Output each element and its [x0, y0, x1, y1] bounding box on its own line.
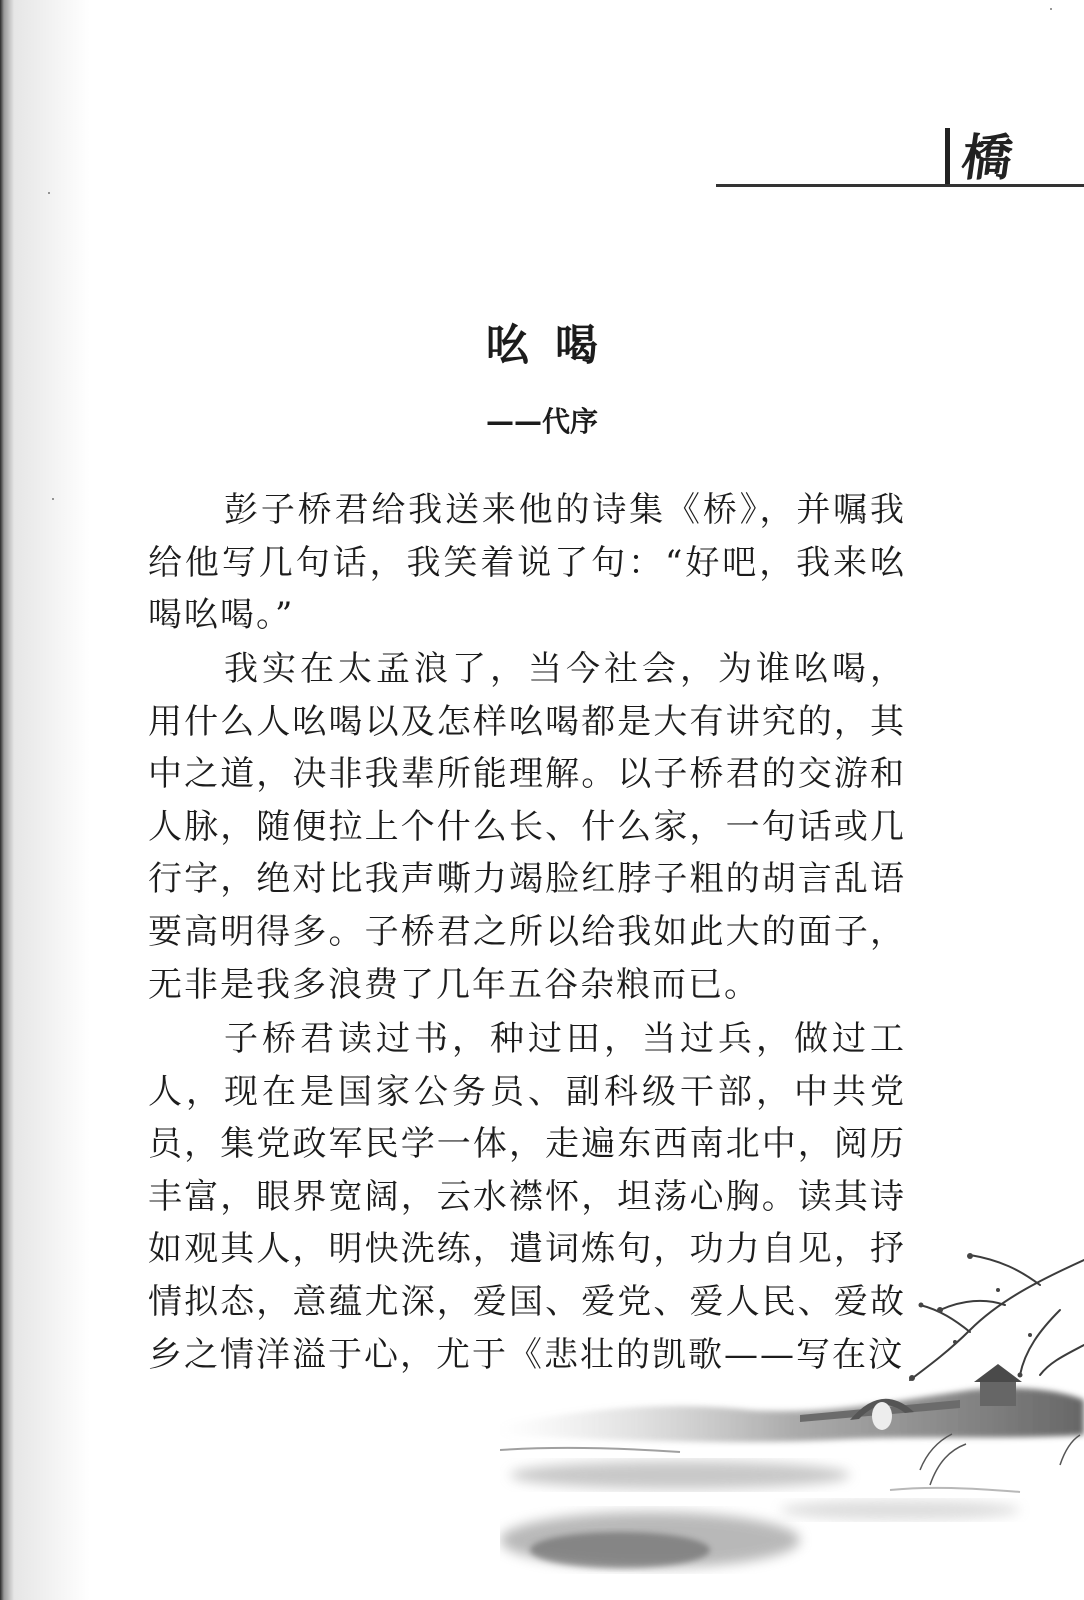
chapter-title: 吆喝 — [486, 321, 624, 371]
body-paragraph-2: 我实在太孟浪了，当今社会，为谁吆喝，用什么人吆喝以及怎样吆喝都是大有讲究的，其中之道，决非我辈所能理解。以子桥君的交游和人脉，随便拉上个什么长、什么家，一句话或几行字，绝对比我声嘶力竭脸红脖子粗的胡言乱语要高明得多。子桥君之所以给我如此大的面子，无非是我多浪费了几年五谷杂粮而已。 — [148, 649, 906, 1005]
scan-speck — [52, 498, 54, 500]
scan-speck — [1050, 8, 1052, 10]
header-book-mark: 橋 — [957, 129, 1017, 187]
header-vertical-bar — [945, 128, 950, 186]
chapter-subtitle: ——代序 — [485, 405, 598, 438]
scan-edge-shadow — [0, 0, 90, 1600]
scan-speck — [48, 192, 50, 194]
header-rule — [716, 184, 1084, 187]
body-paragraph-1: 彭子桥君给我送来他的诗集《桥》，并嘱我给他写几句话，我笑着说了句：“好吧，我来吆喝吆喝。” — [148, 490, 906, 636]
ink-landscape-illustration — [500, 1250, 1084, 1600]
body-paragraph-3: 子桥君读过书，种过田，当过兵，做过工人，现在是国家公务员、副科级干部，中共党员，集党政军民学一体，走遍东西南北中，阅历丰富，眼界宽阔，云水襟怀，坦荡心胸。读其诗如观其人，明快洗练，遣词炼句，功力自见，抒情拟态，意蕴尤深，爱国、爱党、爱人民、爱故乡之情洋溢于心，尤于《悲壮的凯歌——写在汶 — [148, 1019, 906, 1375]
